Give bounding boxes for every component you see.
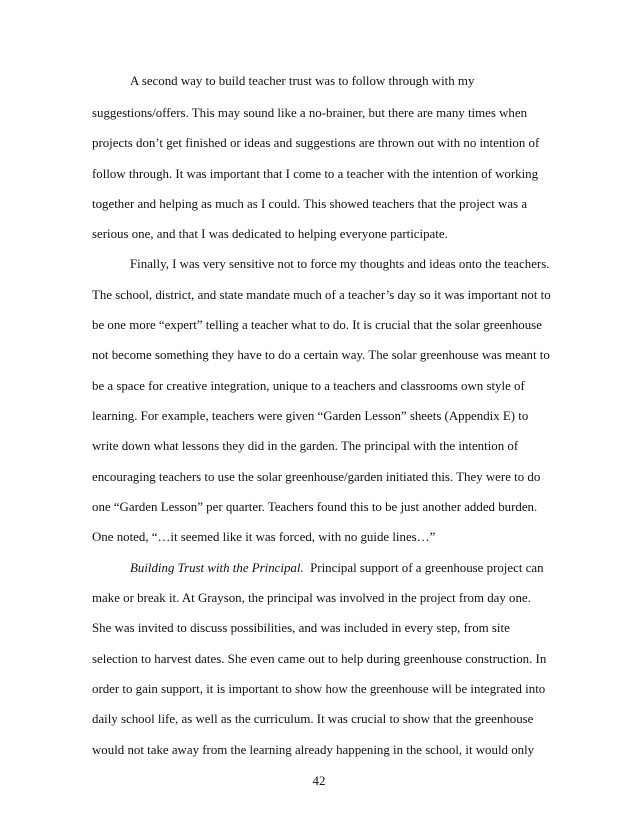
paragraph-line: She was invited to discuss possibilities, and was included in every step, from site [92, 621, 510, 635]
paragraph-line: be a space for creative integration, unique to a teachers and classrooms own style of [92, 379, 525, 393]
paragraph-line: one “Garden Lesson” per quarter. Teachers found this to be just another added burden. [92, 500, 538, 514]
paragraph-line: projects don’t get finished or ideas and suggestions are thrown out with no intention of [92, 136, 540, 150]
paragraph-line: together and helping as much as I could. This showed teachers that the project was a [92, 197, 528, 211]
page-number: 42 [312, 774, 326, 788]
paragraph-line: Finally, I was very sensitive not to force my thoughts and ideas onto the teachers. [130, 257, 550, 271]
paragraph-line: daily school life, as well as the curriculum. It was crucial to show that the greenhouse [92, 712, 534, 726]
section-heading: Building Trust with the Principal. [130, 561, 304, 575]
paragraph-line: write down what lessons they did in the garden. The principal with the intention of [92, 439, 519, 453]
paragraph-line: selection to harvest dates. She even came out to help during greenhouse construction. In [92, 652, 547, 666]
paragraph-line: The school, district, and state mandate much of a teacher’s day so it was important not to [92, 288, 551, 302]
paragraph-text: Principal support of a greenhouse project can [303, 561, 544, 575]
paragraph-line: order to gain support, it is important to show how the greenhouse will be integrated into [92, 682, 546, 696]
paragraph-line: One noted, “…it seemed like it was forced, with no guide lines…” [92, 530, 436, 544]
paragraph-line: learning. For example, teachers were given “Garden Lesson” sheets (Appendix E) to [92, 409, 529, 423]
paragraph-line: not become something they have to do a certain way. The solar greenhouse was meant to [92, 348, 550, 362]
paragraph-line: suggestions/offers. This may sound like a no-brainer, but there are many times when [92, 106, 528, 120]
section-heading-line [92, 560, 590, 576]
paragraph-line: be one more “expert” telling a teacher what to do. It is crucial that the solar greenhouse [92, 318, 542, 332]
paragraph-line: A second way to build teacher trust was to follow through with my [130, 74, 475, 88]
paragraph-line: follow through. It was important that I come to a teacher with the intention of working [92, 167, 539, 181]
paragraph-line: encouraging teachers to use the solar greenhouse/garden initiated this. They were to do [92, 470, 541, 484]
paragraph-line: make or break it. At Grayson, the principal was involved in the project from day one. [92, 591, 531, 605]
paragraph-line: would not take away from the learning already happening in the school, it would only [92, 743, 535, 757]
paragraph-line: serious one, and that I was dedicated to helping everyone participate. [92, 227, 448, 241]
